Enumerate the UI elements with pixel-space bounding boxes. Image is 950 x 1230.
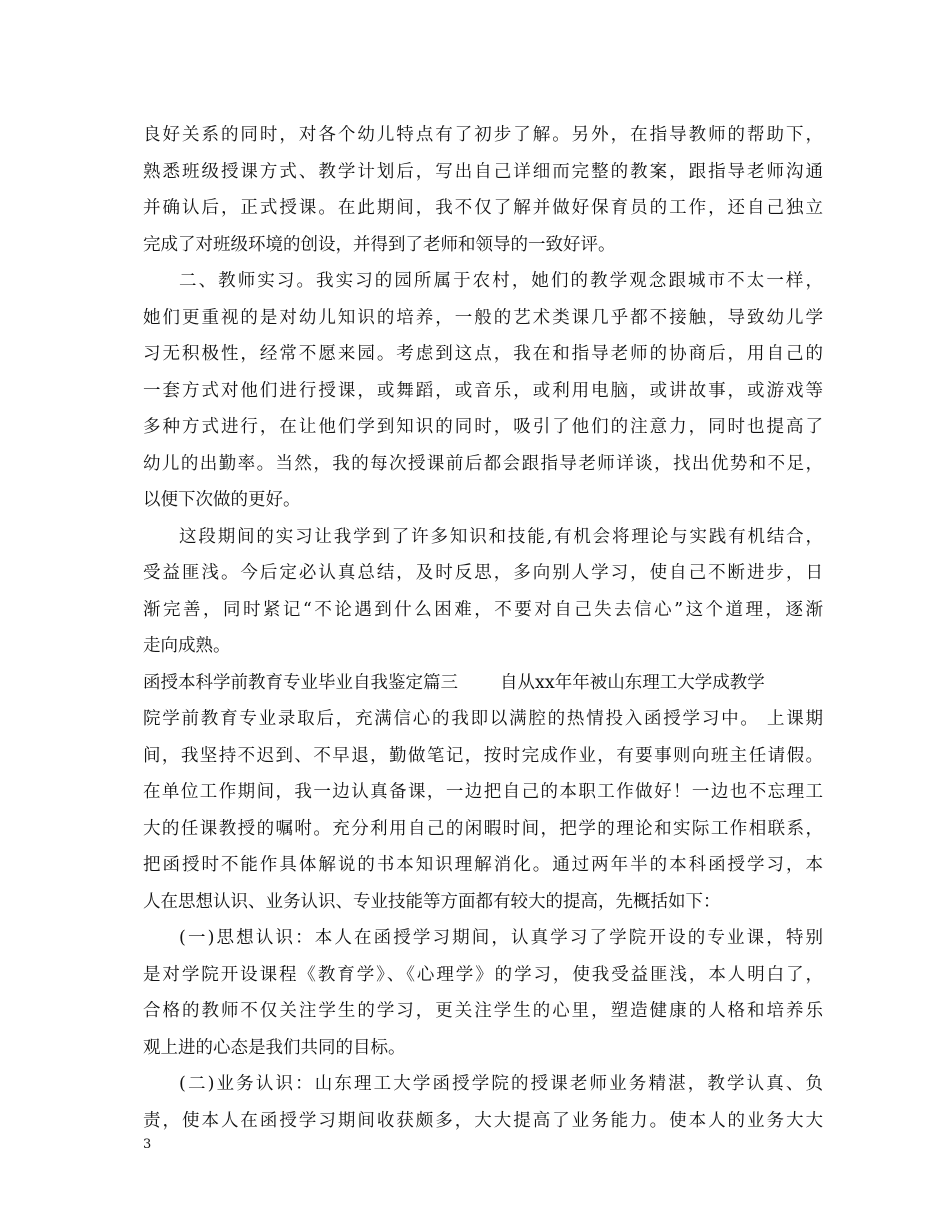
text-line: 责，使本人在函授学习期间收获颇多，大大提高了业务能力。使本人的业务大大: [143, 1110, 823, 1131]
text-line: 幼儿的出勤率。当然，我的每次授课前后都会跟指导老师详谈，找出优势和不足，: [143, 453, 823, 474]
text-line: 走向成熟。: [143, 636, 231, 656]
text-line: 观上进的心态是我们共同的目标。: [143, 1037, 406, 1058]
page-number: 3: [143, 1137, 152, 1152]
text-line: (二)业务认识：山东理工大学函授学院的授课老师业务精湛，教学认真、负: [179, 1074, 823, 1094]
text-line: 在单位工作期间，我一边认真备课，一边把自己的本职工作做好！一边也不忘理工: [143, 782, 823, 802]
paragraph-block-2: [143, 701, 823, 1139]
section-title-line: [143, 665, 823, 702]
text-line: 多种方式进行，在让他们学到知识的同时，吸引了他们的注意力，同时也提高了: [143, 417, 823, 437]
section-title: 函授本科学前教育专业毕业自我鉴定篇三: [143, 672, 458, 693]
text-line: 人在思想认识、业务认识、专业技能等方面都有较大的提高，先概括如下：: [143, 891, 721, 912]
text-line: 熟悉班级授课方式、教学计划后，写出自己详细而完整的教案，跟指导老师沟通: [143, 161, 823, 182]
text-line: (一)思想认识：本人在函授学习期间，认真学习了学院开设的专业课，特别: [179, 928, 823, 948]
text-line: 习无积极性，经常不愿来园。考虑到这点，我在和指导老师的协商后，用自己的: [143, 344, 823, 364]
paragraph-block-1: [143, 117, 823, 665]
text-line: 完成了对班级环境的创设，并得到了老师和领导的一致好评。: [143, 234, 616, 255]
section-first-line: 自从xx年年被山东理工大学成教学: [500, 672, 765, 693]
text-line: 二、教师实习。我实习的园所属于农村，她们的教学观念跟城市不太一样，: [179, 271, 823, 291]
text-line: 合格的教师不仅关注学生的学习，更关注学生的心里，塑造健康的人格和培养乐: [143, 1001, 823, 1021]
text-line: 受益匪浅。今后定必认真总结，及时反思，多向别人学习，使自己不断进步，日: [143, 563, 823, 583]
text-line: 渐完善，同时紧记“不论遇到什么困难，不要对自己失去信心”这个道理，逐渐: [143, 599, 823, 620]
text-line: 一套方式对他们进行授课，或舞蹈，或音乐，或利用电脑，或讲故事，或游戏等: [143, 380, 823, 401]
text-line: 并确认后，正式授课。在此期间，我不仅了解并做好保育员的工作，还自己独立: [143, 198, 823, 218]
text-line: 大的任课教授的嘱咐。充分利用自己的闲暇时间，把学的理论和实际工作相联系，: [143, 818, 823, 839]
text-line: 良好关系的同时，对各个幼儿特点有了初步了解。另外，在指导教师的帮助下，: [143, 125, 823, 145]
text-line: 把函授时不能作具体解说的书本知识理解消化。通过两年半的本科函授学习，本: [143, 855, 823, 875]
text-line: 院学前教育专业录取后，充满信心的我即以满腔的热情投入函授学习中。 上课期: [143, 709, 823, 729]
text-line: 间，我坚持不迟到、不早退，勤做笔记，按时完成作业，有要事则向班主任请假。: [143, 745, 823, 766]
document-body: [143, 117, 823, 1139]
text-line: 这段期间的实习让我学到了许多知识和技能,有机会将理论与实践有机结合，: [179, 526, 823, 547]
text-line: 以便下次做的更好。: [143, 490, 301, 510]
text-line: 她们更重视的是对幼儿知识的培养，一般的艺术类课几乎都不接触，导致幼儿学: [143, 307, 823, 328]
text-line: 是对学院开设课程《教育学》、《心理学》的学习，使我受益匪浅，本人明白了，: [143, 964, 823, 985]
